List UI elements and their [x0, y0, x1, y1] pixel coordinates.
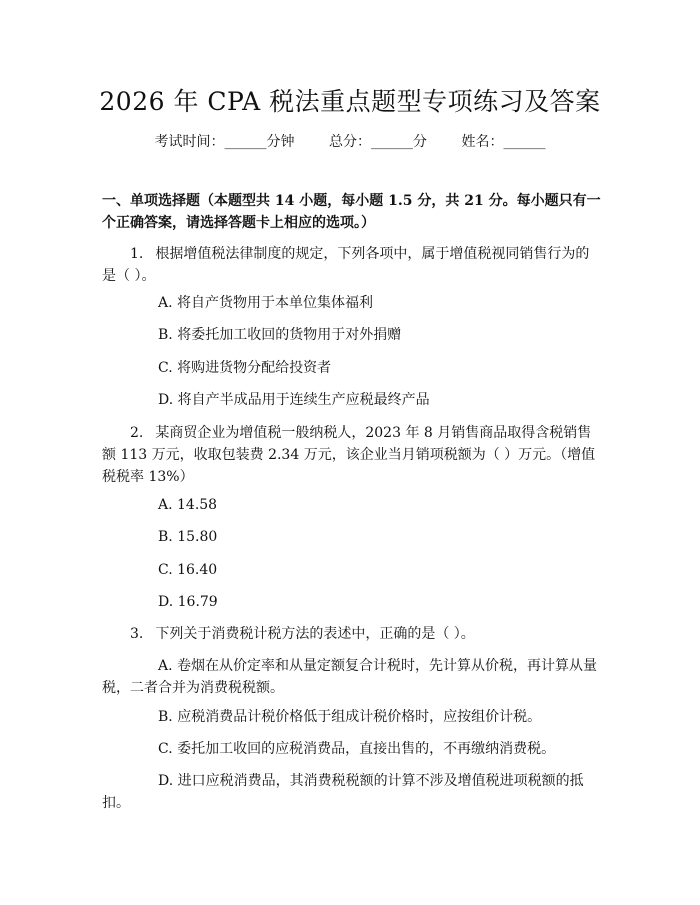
question-number: 3. — [130, 626, 144, 642]
option-1a: A. 将自产货物用于本单位集体福利 — [158, 295, 374, 311]
option-2b: B. 15.80 — [158, 529, 218, 545]
section-header: 一、单项选择题（本题型共 14 小题，每小题 1.5 分，共 21 分。每小题只有一个正确答案，请选择答题卡上相应的选项。） — [102, 193, 601, 231]
option-2d: D. 16.79 — [158, 594, 218, 610]
option-1c: C. 将购进货物分配给投资者 — [158, 360, 332, 376]
page-title: 2026 年 CPA 税法重点题型专项练习及答案 — [99, 87, 601, 116]
option-2a: A. 14.58 — [158, 497, 218, 513]
question-2 — [102, 422, 602, 488]
question-number: 1. — [130, 246, 144, 262]
question-text: 下列关于消费税计税方法的表述中，正确的是（ ）。 — [155, 626, 475, 642]
exam-meta-line — [0, 131, 700, 151]
option-1d: D. 将自产半成品用于连续生产应税最终产品 — [158, 392, 430, 408]
question-text: 某商贸企业为增值税一般纳税人，2023 年 8 月销售商品取得含税销售额 113 万元，收取包装费 2.34 万元，该企业当月销项税额为（ ）万元。（增值税税率 13%） — [102, 425, 596, 485]
option-3d: D. 进口应税消费品，其消费税税额的计算不涉及增值税进项税额的抵扣。 — [102, 773, 584, 811]
question-text: 根据增值税法律制度的规定，下列各项中，属于增值税视同销售行为的是（ ）。 — [102, 246, 590, 284]
student-name-field: 姓名：______ — [461, 134, 546, 150]
exam-time-field: 考试时间：______分钟 — [154, 134, 295, 150]
option-3c: C. 委托加工收回的应税消费品，直接出售的，不再缴纳消费税。 — [158, 741, 556, 757]
option-3b: B. 应税消费品计税价格低于组成计税价格时，应按组价计税。 — [158, 709, 542, 725]
question-1 — [102, 243, 602, 287]
option-2c: C. 16.40 — [158, 562, 218, 578]
question-3 — [102, 623, 602, 645]
option-1b: B. 将委托加工收回的货物用于对外捐赠 — [158, 327, 402, 343]
question-number: 2. — [130, 425, 144, 441]
option-3a: A. 卷烟在从价定率和从量定额复合计税时，先计算从价税，再计算从量税，二者合并为消费税税额。 — [102, 658, 598, 696]
total-score-field: 总分：______分 — [329, 134, 427, 150]
